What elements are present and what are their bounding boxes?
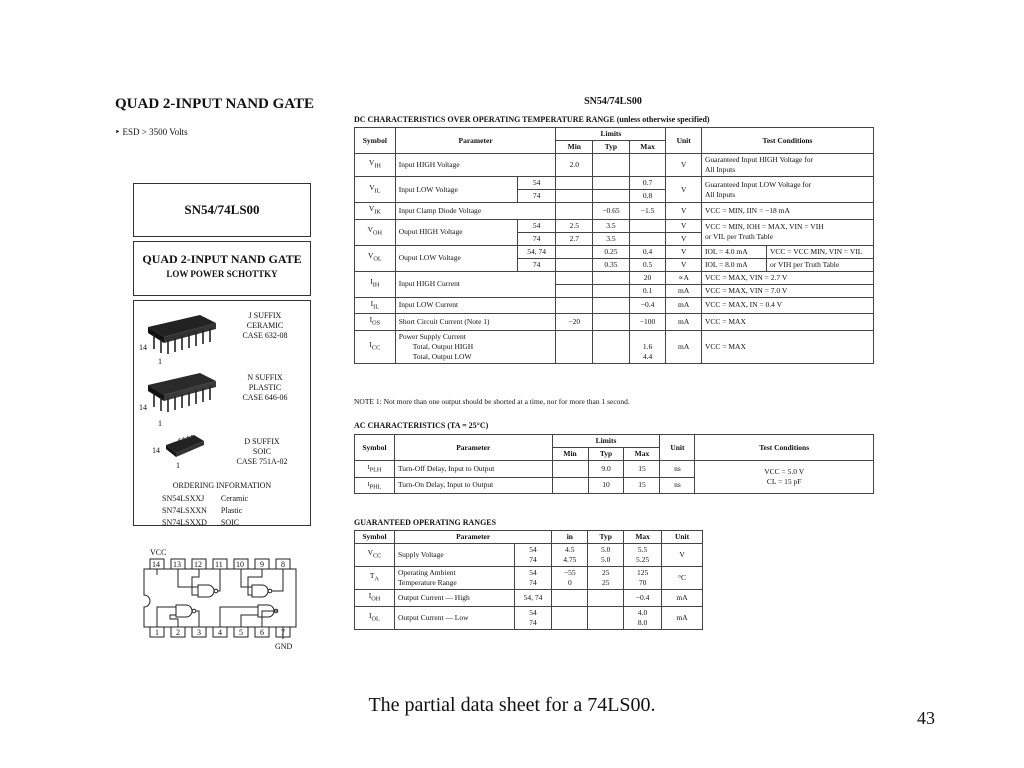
datasheet-part-title: SN54/74LS00 — [584, 96, 642, 107]
max-cell: 15 — [624, 461, 660, 478]
unit-cell: ns — [660, 477, 695, 494]
col-max: Max — [624, 448, 660, 461]
col-test-conditions: Test Conditions — [701, 128, 873, 154]
parameter-cell: Ouput HIGH Voltage — [395, 219, 517, 245]
device-cell: 74 — [517, 232, 556, 245]
unit-cell: mA — [666, 314, 702, 331]
test-cell: VCC = MIN, IIN = −18 mA — [701, 203, 873, 220]
symbol-cell: $t_{PHL}$ — [355, 477, 395, 494]
test-cell: VCC = MAX — [701, 314, 873, 331]
dc-characteristics-table — [354, 127, 874, 364]
parameter-cell: Turn-Off Delay, Input to Output — [394, 461, 552, 478]
max-cell: 5.5 5.25 — [624, 544, 662, 567]
symbol-cell: $I_{OL}$ — [355, 606, 395, 629]
symbol-cell: $t_{PLH}$ — [355, 461, 395, 478]
package-type: Ceramic — [220, 494, 249, 503]
typ-cell — [593, 154, 630, 177]
max-cell: 0.4 — [629, 245, 666, 258]
typ-cell: 10 — [588, 477, 624, 494]
table-row — [355, 314, 874, 331]
package-n-info — [230, 373, 300, 403]
ordering-info-table — [160, 492, 262, 530]
col-unit: Unit — [666, 128, 702, 154]
package-suffix: N SUFFIX — [247, 373, 283, 382]
pin-number: 10 — [236, 560, 244, 569]
package-material: SOIC — [252, 447, 272, 456]
package-j-info — [230, 311, 300, 341]
part-number-box — [133, 183, 311, 237]
min-cell: 2.5 — [556, 219, 593, 232]
max-cell: −0.4 — [629, 297, 666, 314]
pin-number: 5 — [239, 628, 243, 637]
parameter-cell: Input LOW Voltage — [395, 177, 517, 203]
col-max: Max — [624, 531, 662, 544]
unit-cell: V — [666, 258, 702, 271]
ordering-row — [162, 494, 260, 504]
max-cell: 0.5 — [629, 258, 666, 271]
device-cell: 54 74 — [514, 567, 552, 590]
parameter-cell: Supply Voltage — [394, 544, 514, 567]
pin-number: 2 — [176, 628, 180, 637]
pin1-label: 1 — [176, 461, 180, 470]
col-parameter: Parameter — [394, 435, 552, 461]
test-cell: IOL = 8.0 mA or VIH per Truth Table — [701, 258, 873, 271]
unit-cell: ns — [660, 461, 695, 478]
symbol-cell: $V_{OH}$ — [355, 219, 396, 245]
min-cell: 2.0 — [556, 154, 593, 177]
pin-number: 14 — [152, 560, 160, 569]
pin1-label: 1 — [158, 419, 162, 428]
unit-cell: ∝A — [666, 271, 702, 284]
unit-cell: V — [666, 154, 702, 177]
package-type: SOIC — [220, 518, 240, 527]
device-cell: 74 — [517, 190, 556, 203]
plastic-dip-package-icon — [142, 367, 222, 417]
max-cell: 125 70 — [624, 567, 662, 590]
pin-number: 1 — [155, 628, 159, 637]
table-row — [355, 297, 874, 314]
package-suffix: D SUFFIX — [244, 437, 280, 446]
unit-cell: °C — [662, 567, 703, 590]
pin14-label: 14 — [152, 446, 160, 455]
package-suffix: J SUFFIX — [248, 311, 282, 320]
symbol-cell: $V_{CC}$ — [355, 544, 395, 567]
ordering-info-title: ORDERING INFORMATION — [172, 481, 272, 490]
typ-cell: 5.0 5.0 — [588, 544, 624, 567]
parameter-cell: Operating Ambient Temperature Range — [394, 567, 514, 590]
test-cell: VCC = MAX, IN = 0.4 V — [701, 297, 873, 314]
table-row — [355, 544, 703, 567]
symbol-cell: $I_{IL}$ — [355, 297, 396, 314]
max-cell: 0.7 — [629, 177, 666, 190]
col-max: Max — [629, 141, 666, 154]
parameter-cell: Input Clamp Diode Voltage — [395, 203, 556, 220]
typ-cell: −0.65 — [593, 203, 630, 220]
pin14-label: 14 — [139, 403, 147, 412]
part-code: SN74LSXXD — [162, 518, 207, 527]
ac-characteristics-table — [354, 434, 874, 494]
device-cell: 54, 74 — [514, 590, 552, 607]
part-code: SN54LSXXJ — [162, 494, 205, 503]
test-cell: VCC = MAX, VIN = 7.0 V — [701, 284, 873, 297]
test-cell: Guaranteed Input HIGH Voltage for All Inputs — [701, 154, 873, 177]
device-family: LOW POWER SCHOTTKY — [166, 269, 278, 279]
parameter-cell: Input LOW Current — [395, 297, 556, 314]
symbol-cell: $I_{OS}$ — [355, 314, 396, 331]
max-cell: 20 — [629, 271, 666, 284]
unit-cell: mA — [662, 606, 703, 629]
device-cell: 74 — [517, 258, 556, 271]
symbol-cell: $I_{CC}$ — [355, 330, 396, 363]
pin1-label: 1 — [158, 357, 162, 366]
max-cell: 1.6 4.4 — [629, 330, 666, 363]
symbol-cell: $V_{IH}$ — [355, 154, 396, 177]
col-unit: Unit — [660, 435, 695, 461]
typ-cell: 3.5 — [593, 232, 630, 245]
pin-number: 7 — [281, 628, 285, 637]
unit-cell: V — [666, 245, 702, 258]
unit-cell: V — [666, 219, 702, 232]
parameter-cell: Short Circuit Current (Note 1) — [395, 314, 556, 331]
gnd-label: GND — [275, 642, 293, 651]
col-limits: Limits — [552, 435, 660, 448]
parameter-cell: Ouput LOW Voltage — [395, 245, 517, 271]
pin-number: 13 — [173, 560, 181, 569]
table-row — [355, 461, 874, 478]
pin-number: 11 — [215, 560, 223, 569]
typ-cell: 0.35 — [593, 258, 630, 271]
device-cell: 54 74 — [514, 606, 552, 629]
package-case: CASE 646-06 — [242, 393, 288, 402]
table-row — [355, 203, 874, 220]
typ-cell: 9.0 — [588, 461, 624, 478]
max-cell: −1.5 — [629, 203, 666, 220]
unit-cell: V — [666, 232, 702, 245]
device-description-box — [133, 241, 311, 296]
ceramic-dip-package-icon — [142, 309, 222, 359]
unit-cell: mA — [666, 297, 702, 314]
package-case: CASE 632-08 — [242, 331, 288, 340]
test-cell: VCC = MIN, IOH = MAX, VIN = VIH or VIL per Truth Table — [701, 219, 873, 245]
package-case: CASE 751A-02 — [236, 457, 288, 466]
operating-ranges-table — [354, 530, 703, 630]
table-row — [355, 567, 703, 590]
min-cell: −20 — [556, 314, 593, 331]
unit-cell: V — [666, 177, 702, 203]
symbol-cell: $I_{OH}$ — [355, 590, 395, 607]
col-test-conditions: Test Conditions — [695, 435, 874, 461]
soic-package-icon — [162, 431, 212, 463]
package-type: Plastic — [220, 506, 243, 515]
dc-characteristics-title: DC CHARACTERISTICS OVER OPERATING TEMPERATURE RANGE (unless otherwise specified) — [354, 115, 710, 124]
pin14-label: 14 — [139, 343, 147, 352]
package-box — [133, 300, 311, 526]
col-unit: Unit — [662, 531, 703, 544]
unit-cell: mA — [662, 590, 703, 607]
parameter-cell: Input HIGH Voltage — [395, 154, 556, 177]
parameter-cell: Output Current — High — [394, 590, 514, 607]
symbol-cell: $T_A$ — [355, 567, 395, 590]
parameter-cell: Turn-On Delay, Input to Output — [394, 477, 552, 494]
table-row — [355, 245, 874, 258]
min-cell: −55 0 — [552, 567, 588, 590]
part-code: SN74LSXXN — [162, 506, 207, 515]
table-header-row — [355, 128, 874, 141]
part-number: SN54/74LS00 — [184, 202, 260, 217]
parameter-cell: Output Current — Low — [394, 606, 514, 629]
test-cell: Guaranteed Input LOW Voltage for All Inputs — [701, 177, 873, 203]
esd-rating: ‣ ESD > 3500 Volts — [115, 127, 188, 137]
table-row — [355, 271, 874, 284]
test-cell: VCC = MAX, VIN = 2.7 V — [701, 271, 873, 284]
typ-cell: 0.25 — [593, 245, 630, 258]
footnote: NOTE 1: Not more than one output should be shorted at a time, nor for more than 1 second. — [354, 397, 630, 406]
col-min: in — [552, 531, 588, 544]
device-cell: 54 — [517, 219, 556, 232]
col-typ: Typ — [588, 531, 624, 544]
ordering-row — [162, 518, 260, 528]
ac-characteristics-title: AC CHARACTERISTICS (TA = 25°C) — [354, 421, 489, 430]
unit-cell: V — [662, 544, 703, 567]
max-cell — [629, 154, 666, 177]
pin-number: 3 — [197, 628, 201, 637]
package-material: CERAMIC — [246, 321, 284, 330]
table-row — [355, 219, 874, 232]
symbol-cell: $V_{IK}$ — [355, 203, 396, 220]
max-cell: 15 — [624, 477, 660, 494]
col-min: Min — [552, 448, 588, 461]
parameter-cell: Power Supply Current Total, Output HIGH Total, Output LOW — [395, 330, 556, 363]
col-typ: Typ — [588, 448, 624, 461]
parameter-cell: Input HIGH Current — [395, 271, 556, 297]
col-symbol: Symbol — [355, 128, 396, 154]
table-header-row — [355, 531, 703, 544]
col-min: Min — [556, 141, 593, 154]
col-parameter: Parameter — [394, 531, 551, 544]
pin-number: 4 — [218, 628, 222, 637]
device-cell: 54 — [517, 177, 556, 190]
max-cell: −100 — [629, 314, 666, 331]
slide-caption: The partial data sheet for a 74LS00. — [368, 694, 656, 716]
table-header-row — [355, 435, 874, 448]
device-cell: 54, 74 — [517, 245, 556, 258]
symbol-cell: $I_{IH}$ — [355, 271, 396, 297]
operating-ranges-title: GUARANTEED OPERATING RANGES — [354, 518, 497, 527]
pin-number: 9 — [260, 560, 264, 569]
unit-cell: mA — [666, 330, 702, 363]
table-row — [355, 177, 874, 190]
col-symbol: Symbol — [355, 435, 395, 461]
max-cell: 4.0 8.0 — [624, 606, 662, 629]
table-row — [355, 606, 703, 629]
pinout-diagram — [140, 547, 310, 657]
test-cell: VCC = 5.0 V CL = 15 pF — [695, 461, 874, 494]
col-symbol: Symbol — [355, 531, 395, 544]
min-cell: 4.5 4.75 — [552, 544, 588, 567]
pin-number: 6 — [260, 628, 264, 637]
max-cell: −0.4 — [624, 590, 662, 607]
typ-cell: 25 25 — [588, 567, 624, 590]
table-row — [355, 590, 703, 607]
pin-number: 12 — [194, 560, 202, 569]
symbol-cell: $V_{OL}$ — [355, 245, 396, 271]
col-limits: Limits — [556, 128, 666, 141]
typ-cell: 3.5 — [593, 219, 630, 232]
page-number: 43 — [917, 708, 935, 728]
unit-cell: mA — [666, 284, 702, 297]
max-cell: 0.1 — [629, 284, 666, 297]
col-typ: Typ — [593, 141, 630, 154]
max-cell: 0.8 — [629, 190, 666, 203]
unit-cell: V — [666, 203, 702, 220]
device-cell: 54 74 — [514, 544, 552, 567]
vcc-label: VCC — [150, 548, 167, 557]
test-cell: IOL = 4.0 mA VCC = VCC MIN, VIN = VIL — [701, 245, 873, 258]
table-row — [355, 330, 874, 363]
min-cell: 2.7 — [556, 232, 593, 245]
pin-number: 8 — [281, 560, 285, 569]
table-row — [355, 154, 874, 177]
test-cell: VCC = MAX — [701, 330, 873, 363]
ordering-row — [162, 506, 260, 516]
col-parameter: Parameter — [395, 128, 556, 154]
symbol-cell: $V_{IL}$ — [355, 177, 396, 203]
package-material: PLASTIC — [248, 383, 282, 392]
page-title: QUAD 2-INPUT NAND GATE — [115, 96, 315, 112]
device-title: QUAD 2-INPUT NAND GATE — [142, 252, 302, 266]
package-d-info — [226, 437, 298, 467]
